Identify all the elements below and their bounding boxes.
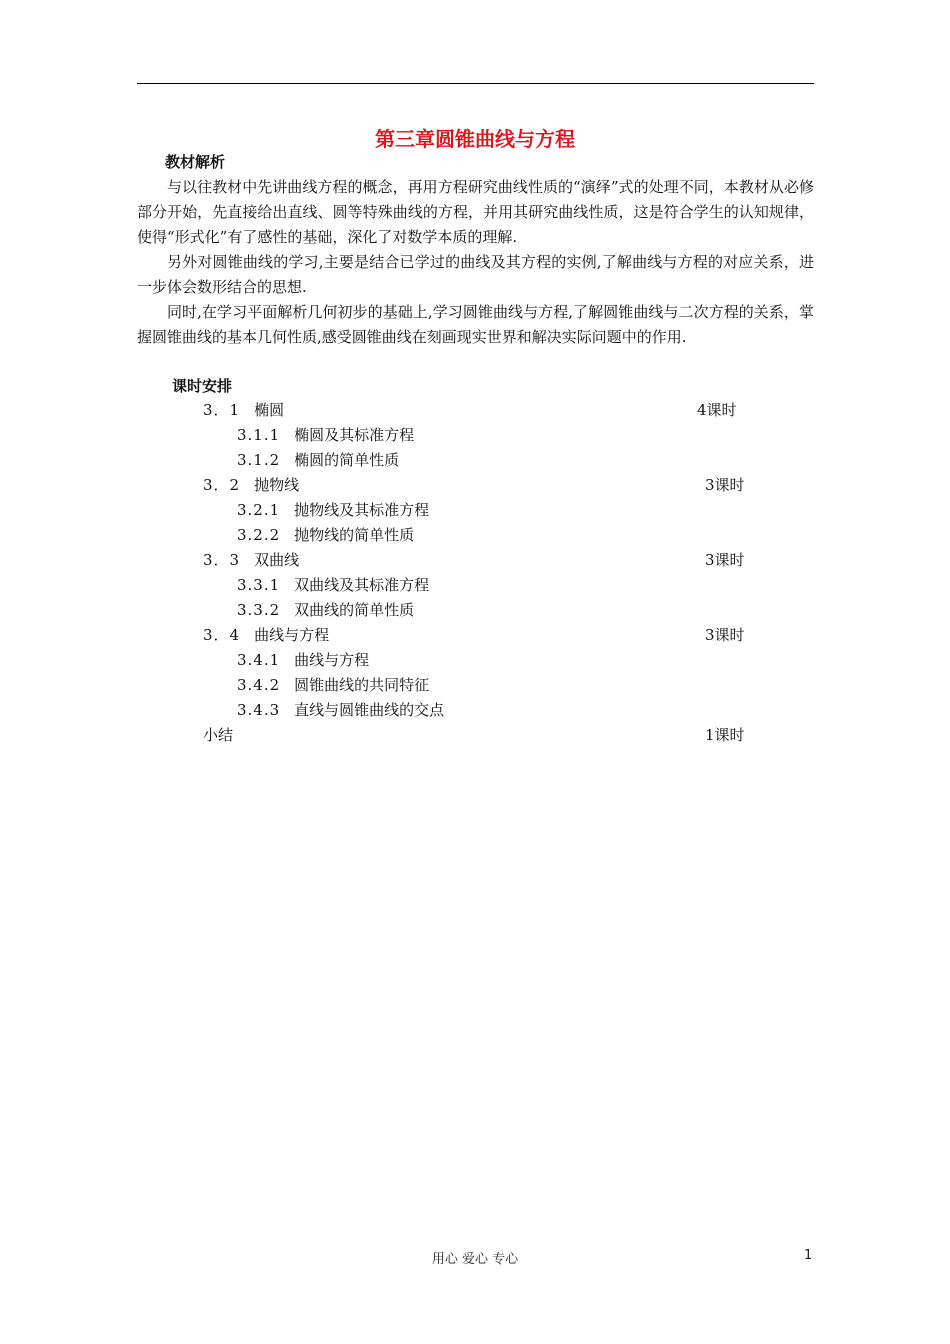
section-number: 3.2.1 [237, 501, 281, 519]
page-number: 1 [804, 1248, 813, 1263]
section-number: 3．2 [203, 476, 241, 494]
header-rule [137, 83, 814, 84]
schedule-hours: 3课时 [705, 626, 745, 644]
section-number: 3．1 [203, 401, 241, 419]
schedule-row [237, 698, 444, 723]
schedule-row [237, 598, 414, 623]
section-number: 3.4.2 [237, 676, 281, 694]
schedule-hours: 3课时 [705, 551, 745, 569]
section-label: 双曲线及其标准方程 [294, 576, 430, 594]
schedule-row [203, 398, 284, 423]
section-number: 3．3 [203, 551, 241, 569]
section-heading-schedule: 课时安排 [172, 377, 233, 395]
paragraph: 同时,在学习平面解析几何初步的基础上,学习圆锥曲线与方程,了解圆锥曲线与二次方程的关系，掌握圆锥曲线的基本几何性质,感受圆锥曲线在刻画现实世界和解决实际问题中的作用. [137, 303, 814, 346]
paragraph: 另外对圆锥曲线的学习,主要是结合已学过的曲线及其方程的实例,了解曲线与方程的对应关系，进一步体会数形结合的思想. [137, 253, 814, 296]
schedule-row [237, 448, 399, 473]
summary-row: 小结 [203, 726, 234, 744]
schedule-row [203, 548, 299, 573]
section-label: 抛物线的简单性质 [294, 526, 415, 544]
schedule-hours: 3课时 [705, 476, 745, 494]
section-number: 3.3.1 [237, 576, 281, 594]
section-number: 3.4.3 [237, 701, 281, 719]
paragraph: 与以往教材中先讲曲线方程的概念，再用方程研究曲线性质的“演绎”式的处理不同，本教材从必修部分开始，先直接给出直线、圆等特殊曲线的方程，并用其研究曲线性质，这是符合学生的认知规律，使得“形式化”有了感性的基础，深化了对数学本质的理解. [137, 178, 814, 246]
schedule-hours: 4课时 [697, 401, 737, 419]
footer-slogan: 用心 爱心 专心 [431, 1252, 519, 1267]
section-label: 抛物线 [254, 476, 300, 494]
page-title: 第三章圆锥曲线与方程 [375, 127, 575, 151]
section-number: 3.4.1 [237, 651, 281, 669]
section-label: 椭圆 [254, 401, 285, 419]
schedule-row [203, 623, 329, 648]
section-number: 3．4 [203, 626, 241, 644]
schedule-row [237, 648, 369, 673]
section-label: 曲线与方程 [294, 651, 370, 669]
section-heading-analysis: 教材解析 [165, 153, 226, 171]
schedule-row [237, 498, 429, 523]
summary-hours: 1课时 [705, 726, 745, 744]
section-number: 3.3.2 [237, 601, 281, 619]
schedule-row [237, 523, 414, 548]
section-number: 3.1.2 [237, 451, 281, 469]
schedule-row [237, 573, 429, 598]
section-label: 圆锥曲线的共同特征 [294, 676, 430, 694]
section-label: 椭圆的简单性质 [294, 451, 400, 469]
section-number: 3.2.2 [237, 526, 281, 544]
section-label: 抛物线及其标准方程 [294, 501, 430, 519]
section-label: 椭圆及其标准方程 [294, 426, 415, 444]
schedule-row [237, 423, 414, 448]
section-label: 直线与圆锥曲线的交点 [294, 701, 445, 719]
section-label: 曲线与方程 [254, 626, 330, 644]
section-number: 3.1.1 [237, 426, 281, 444]
section-label: 双曲线的简单性质 [294, 601, 415, 619]
schedule-row [237, 673, 429, 698]
section-label: 双曲线 [254, 551, 300, 569]
schedule-row [203, 473, 299, 498]
